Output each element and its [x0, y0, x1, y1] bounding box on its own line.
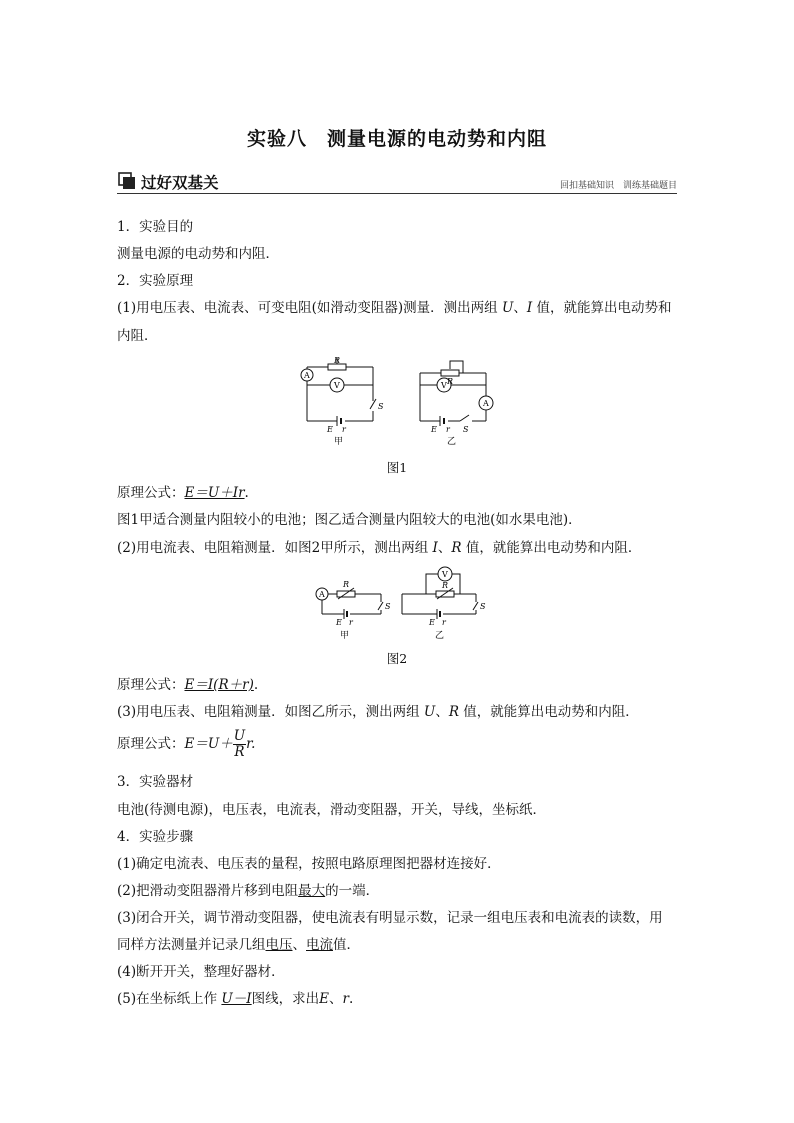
- switch-blade: [378, 602, 383, 610]
- underlined-term: U－I: [221, 991, 252, 1007]
- section-rule: [117, 193, 677, 194]
- text-span: .: [253, 677, 259, 693]
- fig2-left-r-label: r: [349, 618, 353, 627]
- var-E: E: [319, 991, 329, 1007]
- fig1-right-A-label: A: [483, 399, 489, 408]
- heading-principle: 2．实验原理: [117, 273, 194, 289]
- fig1-left-A-label: A: [304, 371, 310, 380]
- text-span: 的一端．: [325, 883, 380, 899]
- text-span: 、: [329, 991, 343, 1007]
- fig2-left-label: 甲: [340, 631, 350, 641]
- var-I: I: [526, 300, 533, 316]
- text-span: .: [244, 485, 249, 501]
- step-3: (3)闭合开关，调节滑动变阻器，使电流表有明显示数，记录一组电压表和电流表的读数，用: [117, 910, 663, 926]
- formula1-line: [117, 484, 249, 502]
- text-span: 、: [292, 937, 306, 953]
- fig1-note: 图1甲适合测量内阻较小的电池；图乙适合测量内阻较大的电池(如水果电池)．: [117, 512, 582, 528]
- underlined-term: 电压: [265, 937, 293, 953]
- text-span: (2)用电流表、电阻箱测量．如图2甲所示，测出两组: [117, 540, 433, 556]
- section-badge-icon: [119, 173, 135, 189]
- section-tagline: 回扣基础知识 训练基础题目: [559, 181, 677, 191]
- text-span: 原理公式：: [117, 736, 185, 752]
- fig1-left-V-label: V: [334, 381, 340, 390]
- step-3-cont: [117, 936, 360, 954]
- var-U: U: [501, 300, 514, 316]
- resistor-symbol: [441, 370, 459, 376]
- switch-blade: [460, 415, 469, 421]
- fig2-right-S-label: S: [480, 602, 486, 611]
- fig1-right-V-label: V: [441, 381, 447, 390]
- fig1-right-label: 乙: [447, 437, 457, 447]
- formula2-line: [117, 676, 258, 694]
- fig1-left-circuit: [301, 358, 376, 426]
- fraction-numerator: U: [233, 728, 246, 744]
- text-span: 同样方法测量并记录几组: [117, 937, 266, 953]
- fig1-left-E-label: E: [327, 425, 333, 434]
- step-2: [117, 882, 379, 900]
- equipment-text: 电池(待测电源)，电压表，电流表，滑动变阻器，开关，导线，坐标纸．: [117, 802, 547, 818]
- text-span: 原理公式：: [117, 677, 185, 693]
- switch-blade: [473, 602, 478, 610]
- fig2-right-r-label: r: [442, 618, 446, 627]
- fig1-right-r-label: r: [446, 425, 450, 434]
- fig2-right-R-label: R: [442, 581, 449, 590]
- fig1-right-S-label: S: [463, 425, 469, 434]
- principle-p2: [117, 539, 641, 557]
- text-span: 值，就能算出电动势和内阻．: [461, 540, 642, 556]
- fig2-left-E-label: E: [336, 618, 342, 627]
- text-span: r.: [246, 736, 256, 752]
- formula-3-lhs: E＝U＋: [184, 736, 233, 752]
- heading-purpose: 1．实验目的: [117, 219, 194, 235]
- text-span: .: [348, 991, 354, 1007]
- fig1-left-r-label: r: [342, 425, 346, 434]
- formula-3-fraction: [233, 729, 246, 760]
- fig1-left-label: 甲: [334, 437, 344, 447]
- figure-2: [314, 566, 484, 642]
- var-U: U: [423, 704, 436, 720]
- formula3-line: [117, 729, 255, 760]
- principle-p1: [117, 299, 671, 317]
- text-span: 、: [513, 300, 527, 316]
- text-span: (5)在坐标纸上作: [117, 991, 222, 1007]
- fig2-right-E-label: E: [429, 618, 435, 627]
- underlined-term: 最大: [298, 883, 326, 899]
- fig2-right-V-label: V: [442, 570, 448, 579]
- figure-1: [297, 355, 497, 447]
- purpose-text: 测量电源的电动势和内阻．: [117, 246, 279, 262]
- text-span: (1)用电压表、电流表、可变电阻(如滑动变阻器)测量．测出两组: [117, 300, 502, 316]
- step-4: (4)断开开关，整理好器材．: [117, 964, 285, 980]
- section-title: 过好双基关: [141, 174, 219, 192]
- fig2-left-S-label: S: [385, 602, 391, 611]
- fig1-left-S-label: S: [378, 402, 384, 411]
- text-span: 、: [435, 704, 449, 720]
- fig2-left-R-label: R: [343, 580, 350, 589]
- fig2-left-circuit: [316, 588, 383, 619]
- var-r: r: [342, 991, 349, 1007]
- principle-p3: [117, 703, 639, 721]
- var-R: R: [451, 540, 462, 556]
- fig2-caption: 图2: [386, 651, 408, 666]
- text-span: 、: [437, 540, 452, 556]
- fraction-denominator: R: [234, 744, 245, 760]
- fig1-left-R-label: R: [334, 356, 341, 365]
- section-banner: [117, 170, 677, 194]
- fig1-caption: 图1: [386, 460, 408, 475]
- var-R: R: [448, 704, 459, 720]
- formula-1: E＝U＋Ir: [184, 485, 245, 501]
- text-span: (2)把滑动变阻器滑片移到电阻: [117, 883, 299, 899]
- text-span: 值．: [333, 937, 360, 953]
- heading-equipment: 3．实验器材: [117, 774, 194, 790]
- fig1-right-circuit: [420, 361, 493, 426]
- text-span: 原理公式：: [117, 485, 185, 501]
- underlined-term: 电流: [306, 937, 333, 953]
- fig2-left-A-label: A: [319, 590, 325, 599]
- step-1: (1)确定电流表、电压表的量程，按照电路原理图把器材连接好．: [117, 856, 501, 872]
- fig1-right-R-label: R: [447, 377, 454, 386]
- fig1-right-E-label: E: [431, 425, 437, 434]
- text-span: 图线，求出: [251, 991, 320, 1007]
- text-span: 值，就能算出电动势和: [532, 300, 672, 316]
- heading-steps: 4．实验步骤: [117, 829, 194, 845]
- fig2-right-circuit: [402, 567, 478, 619]
- principle-p1-cont: 内阻．: [117, 328, 158, 344]
- fig2-right-label: 乙: [435, 631, 445, 641]
- formula-2: E＝I(R＋r): [184, 677, 254, 693]
- text-span: 值，就能算出电动势和内阻．: [458, 704, 639, 720]
- step-5: [117, 990, 353, 1008]
- text-span: (3)用电压表、电阻箱测量．如图乙所示，测出两组: [117, 704, 424, 720]
- var-I: I: [432, 540, 438, 556]
- page-title: 实验八 测量电源的电动势和内阻: [246, 128, 547, 150]
